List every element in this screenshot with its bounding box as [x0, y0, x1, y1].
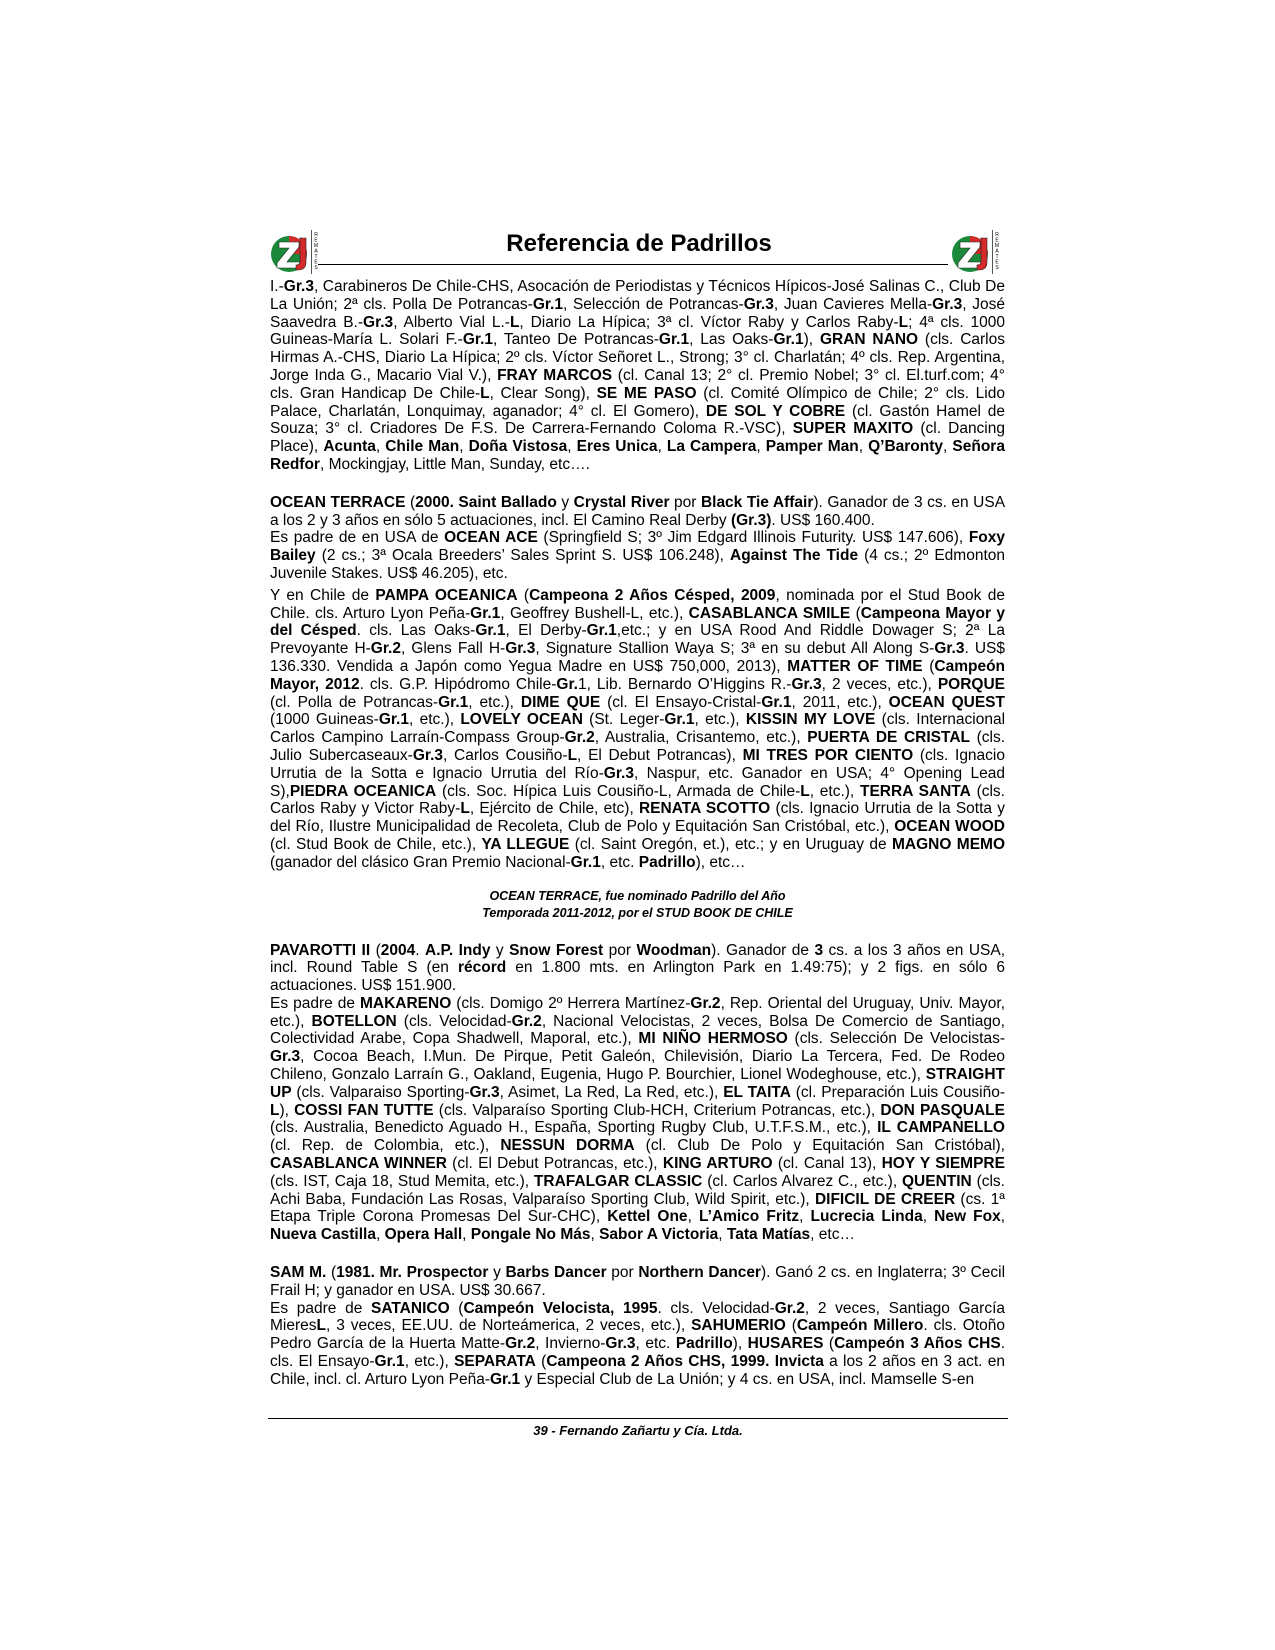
text-run: , Rep. Oriental del Uruguay, Univ. Mayor, etc.), [270, 994, 1005, 1030]
text-run: (cl. Gastón Hamel de Souza; 3° cl. Criadores De F.S. De Carrera-Fernando Coloma R.-VSC), [270, 402, 1005, 438]
bold-text: OCEAN TERRACE [270, 493, 406, 511]
bold-text: Gr.3 [505, 640, 536, 658]
text-run: ( [922, 657, 935, 675]
bold-text: Gr.1 [658, 331, 690, 349]
bold-text: Sabor A Victoria [599, 1226, 719, 1244]
text-run: Es padre de [270, 994, 360, 1012]
bold-text: COSSI FAN TUTTE [294, 1101, 434, 1119]
text-run: ), etc… [695, 853, 746, 871]
bold-text: 2004 [380, 941, 416, 959]
text-run: , Tanteo De Potrancas- [493, 331, 659, 349]
bold-text: DIFICIL DE CREER [814, 1190, 956, 1208]
bold-text: CASABLANCA SMILE [688, 604, 851, 622]
text-run: (cl. Dancing Place), [270, 420, 1005, 456]
text-run: , Carlos Cousiño- [443, 746, 568, 764]
bold-text: OCEAN WOOD [894, 818, 1005, 836]
text-run: por [603, 941, 637, 959]
text-run: y [490, 941, 510, 959]
bold-text: Crystal River [573, 493, 670, 511]
bold-text: NESSUN DORMA [500, 1137, 635, 1155]
bold-text: Campeona Mayor y del Césped [270, 604, 1006, 640]
bold-text: Gr.2 [511, 1012, 542, 1030]
text-run: , [687, 1208, 699, 1226]
bold-text: Gr.1 [586, 622, 617, 640]
text-run: (St. Leger- [582, 711, 665, 729]
text-run: , [567, 438, 577, 456]
text-run: (ganador del clásico Gran Premio Nacional- [270, 853, 571, 871]
text-run: ), [279, 1101, 295, 1119]
text-run: , Asimet, La Red, La Red, etc.), [499, 1083, 724, 1101]
body-paragraph [270, 1300, 1005, 1389]
bold-text: Against The Tide [730, 547, 859, 565]
bold-text: Gr.3 [791, 675, 822, 693]
text-run: . cls. Otoño Pedro García de la Huerta Matte- [270, 1317, 1005, 1353]
bold-text: Acunta [323, 438, 376, 456]
body-paragraph [270, 529, 1005, 582]
bold-text: Eres Unica [576, 438, 658, 456]
note-line: Temporada 2011-2012, por el STUD BOOK DE CHILE [482, 905, 793, 920]
bold-text: Gr.1 [532, 295, 563, 313]
text-run: (cls. IST, Caja 18, Stud Memita, etc.), [270, 1172, 534, 1190]
bold-text: PAMPA OCEANICA [375, 586, 518, 604]
text-run: , Juan Cavieres Mella- [773, 295, 933, 313]
text-run: , José Saavedra B.- [270, 295, 1006, 331]
text-run: , Ejército de Chile, etc), [469, 800, 639, 818]
text-run: , Alberto Vial L.- [393, 313, 510, 331]
logo-side-text: R E M A T E S [313, 232, 319, 271]
text-run: (cl. Stud Book de Chile, etc.), [270, 835, 482, 853]
text-run: (cls. Ignacio Urrutia de la Sotta e Ignacio Urrutia del Río- [270, 746, 1005, 782]
text-run: (cls. Achi Baba, Fundación Las Rosas, Valparaíso Sporting Club, Wild Spirit, etc.), [270, 1172, 1005, 1208]
text-run: ( [370, 941, 381, 959]
bold-text: Gr.3 [605, 1335, 636, 1353]
bold-text: Campeón Millero [796, 1317, 924, 1335]
text-run: , Carabineros De Chile-CHS, Asocación de Periodistas y Técnicos Hípicos-José Salinas C., Club De La Unión; 2ª cls. Polla De Potrancas- [270, 278, 1005, 313]
text-run: (cl. Polla de Potrancas- [270, 693, 439, 711]
text-run: (cl. Club De Polo y Equitación San Cristóbal), [634, 1137, 1005, 1155]
bold-text: HOY Y SIEMPRE [881, 1155, 1005, 1173]
bold-text: Gr.3 [932, 295, 963, 313]
text-run: ), [732, 1335, 748, 1353]
text-run: , 2 veces, Santiago García Mieres [270, 1299, 1005, 1335]
text-run: , Diario La Hípica; 3ª cl. Víctor Raby y Carlos Raby- [519, 313, 899, 331]
text-run: . [415, 941, 425, 959]
bold-text: L’Amico Fritz [698, 1208, 800, 1226]
bold-text: Gr. [556, 675, 578, 693]
text-run: , [375, 438, 386, 456]
bold-text: récord [457, 959, 507, 977]
bold-text: Gr.1 [489, 1370, 521, 1388]
text-run: , [462, 1226, 471, 1244]
bold-text: Gr.2 [564, 729, 595, 747]
text-run: (cls. Velocidad- [396, 1012, 512, 1030]
text-run: por [606, 1264, 639, 1282]
bold-text: SEPARATA [454, 1353, 536, 1371]
bold-text: MAGNO MEMO [891, 835, 1006, 853]
note-line: OCEAN TERRACE, fue nominado Padrillo del Año [489, 888, 786, 903]
body-paragraph [270, 494, 1005, 530]
page-title: Referencia de Padrillos [506, 230, 772, 257]
body-paragraph [270, 942, 1005, 995]
text-run: , Glens Fall H- [400, 640, 506, 658]
text-run: , El Derby- [505, 622, 587, 640]
bold-text: IL CAMPANELLO [877, 1119, 1005, 1137]
text-run: ( [785, 1317, 797, 1335]
bold-text: YA LLEGUE [481, 835, 570, 853]
bold-text: PIEDRA OCEANICA [289, 782, 437, 800]
bold-text: Gr.3 [603, 764, 634, 782]
bold-text: SUPER MAXITO [792, 420, 914, 438]
text-run: , Australia, Crisantemo, etc.), [594, 729, 808, 747]
bold-text: PUERTA DE CRISTAL [807, 729, 970, 747]
text-run: , [718, 1226, 727, 1244]
text-run: , [1000, 1208, 1006, 1226]
bold-text: DON PASQUALE [880, 1101, 1005, 1119]
text-run: . US$ 160.400. [771, 511, 875, 529]
text-run: , etc. [635, 1335, 676, 1353]
bold-text: Gr.1 [438, 693, 469, 711]
text-run: (cls. Julio Subercaseaux- [270, 729, 1006, 764]
body-paragraph [270, 278, 1005, 474]
bold-text: Gr.3 [270, 1048, 301, 1066]
bold-text: GRAN NANO [819, 331, 919, 349]
text-run: , 2 veces, etc.), [821, 675, 938, 693]
bold-text: Campeona 2 Años CHS, 1999. Invicta [546, 1353, 824, 1371]
bold-text: TRAFALGAR CLASSIC [533, 1172, 703, 1190]
bold-text: L [509, 313, 520, 331]
logo-side-text: R E M A T E S [994, 232, 1000, 271]
text-run: (cls. Australia, Benedicto Aguado H., España, Sporting Rugby Club, U.T.F.S.M., etc.), [270, 1119, 878, 1137]
bold-text: L [800, 782, 810, 800]
bold-text: DIME QUE [520, 693, 601, 711]
text-run: , Cocoa Beach, I.Mun. De Pirque, Petit Galeón, Chilevisión, Diario La Tercera, Fed. De Rodeo Chileno, Gonzalo Larraín G., Oakland, Eugenia, Hugo P. Bourchier, Lionel Wodeghouse, etc.), [270, 1048, 1005, 1084]
text-run: por [669, 493, 701, 511]
text-run: (2 cs.; 3ª Ocala Breeders’ Sales Sprint S. US$ 106.248), [315, 547, 731, 565]
bold-text: Tata Matías [726, 1226, 811, 1244]
text-run: , Mockingjay, Little Man, Sunday, etc…. [319, 455, 590, 473]
bold-text: Gr.3 [363, 313, 394, 331]
bold-text: Black Tie Affair [700, 493, 814, 511]
text-run: 1, Lib. Bernardo O’Higgins R.- [577, 675, 792, 693]
text-run: Y en Chile de [270, 586, 376, 604]
text-run: , etc.), [404, 1353, 455, 1371]
text-run: (cls. Internacional Carlos Campino Larraín-Compass Group- [270, 711, 1006, 747]
bold-text: KISSIN MY LOVE [745, 711, 876, 729]
bold-text: MI TRES POR CIENTO [742, 746, 914, 764]
bold-text: Gr.1 [374, 1353, 405, 1371]
text-run: , etc.), [694, 711, 746, 729]
bold-text: SATANICO [370, 1299, 450, 1317]
bold-text: Campeona 2 Años Césped, 2009 [529, 586, 776, 604]
bold-text: SE ME PASO [596, 384, 697, 402]
text-run: , [375, 1226, 385, 1244]
text-run: a los 2 años en 3 act. en Chile, incl. cl. Arturo Lyon Peña- [270, 1353, 1006, 1388]
bold-text: Gr.1 [475, 622, 506, 640]
text-run: (cl. Saint Oregón, et.), etc.; y en Uruguay de [569, 835, 892, 853]
bold-text: Pamper Man [765, 438, 859, 456]
bold-text: La Campera [666, 438, 757, 456]
text-run: , 3 veces, EE.UU. de Norteámerica, 2 veces, etc.), [325, 1317, 692, 1335]
bold-text: Snow Forest [509, 941, 604, 959]
body-paragraph [270, 1264, 1005, 1300]
bold-text: Campeón Velocista, 1995 [463, 1299, 658, 1317]
bold-text: QUENTIN [901, 1172, 972, 1190]
page-footer: 39 - Fernando Zañartu y Cía. Ltda. [533, 1423, 743, 1438]
text-run: ; 4ª cls. 1000 Guineas-María L. Solari F.- [270, 313, 1006, 349]
bold-text: New Fox [934, 1208, 1001, 1226]
text-run: , [799, 1208, 811, 1226]
bold-text: HUSARES [747, 1335, 824, 1353]
text-run: y [556, 493, 574, 511]
bold-text: OCEAN ACE [444, 529, 538, 547]
bold-text: A.P. Indy [425, 941, 491, 959]
text-run: ( [326, 1264, 337, 1282]
text-run: , Nacional Velocistas, 2 veces, Bolsa De Comercio de Santiago, Colectividad Arabe, Copa Shadwell, Maporal, etc.), [270, 1012, 1005, 1048]
header-rule [318, 264, 948, 265]
text-run: y [488, 1264, 506, 1282]
text-run: , [657, 438, 667, 456]
text-run: ), [803, 331, 820, 349]
text-run: , 2011, etc.), [791, 693, 889, 711]
text-run: y Especial Club de La Unión; y 4 cs. en USA, incl. Mamselle S-en [520, 1370, 975, 1388]
bold-text: Gr.2 [774, 1299, 805, 1317]
text-run: , etc… [810, 1226, 855, 1244]
text-run: (cls. Carlos Raby y Victor Raby- [270, 782, 1005, 818]
bold-text: 3 [814, 941, 824, 959]
bold-text: Lucrecia Linda [810, 1208, 923, 1226]
bold-text: RENATA SCOTTO [638, 800, 771, 818]
text-run: (cl. Canal 13), [772, 1155, 882, 1173]
text-run: (cl. Canal 13; 2° cl. Premio Nobel; 3° cl. El.turf.com; 4° cls. Gran Handicap De Chile- [270, 366, 1006, 402]
text-run: , Signature Stallion Waya S; 3ª en su debut All Along S- [535, 640, 935, 658]
text-run: Es padre de en USA de [270, 529, 445, 547]
text-run: cs. a los 3 años en USA, incl. Round Table S (en [270, 941, 1005, 977]
document-body [270, 278, 1005, 1389]
bold-text: PAVAROTTI II [270, 941, 371, 959]
bold-text: Gr.3 [743, 295, 774, 313]
text-run: ). Ganador de [711, 941, 815, 959]
text-run: , nominada por el Stud Book de Chile. cls. Arturo Lyon Peña- [270, 586, 1006, 622]
text-run: ( [449, 1299, 464, 1317]
text-run: (cs. 1ª Etapa Triple Corona Promesas Del Sur-CHC), [270, 1190, 1005, 1226]
text-run: . cls. G.P. Hipódromo Chile- [359, 675, 557, 693]
bold-text: FRAY MARCOS [497, 366, 613, 384]
bold-text: Gr.1 [470, 604, 501, 622]
text-run: (cl. Carlos Alvarez C., etc.), [702, 1172, 902, 1190]
zj-logo-icon [269, 228, 321, 276]
bold-text: LOVELY OCEAN [460, 711, 583, 729]
bold-text: PORQUE [937, 675, 1005, 693]
text-run: (1000 Guineas- [270, 711, 379, 729]
bold-text: L [270, 1101, 280, 1119]
text-run: ). Ganador de 3 cs. en USA a los 2 y 3 años en sólo 5 actuaciones, incl. El Camino Real Derby [270, 493, 1006, 529]
bold-text: Padrillo [638, 853, 696, 871]
text-run: (cl. El Ensayo-Cristal- [600, 693, 762, 711]
bold-text: Foxy Bailey [270, 529, 1006, 565]
body-paragraph [270, 587, 1005, 872]
bold-text: L [316, 1317, 326, 1335]
bold-text: Chile Man [385, 438, 460, 456]
text-run: I.- [270, 278, 284, 295]
bold-text: OCEAN QUEST [888, 693, 1005, 711]
bold-text: Gr.3 [934, 640, 965, 658]
bold-text: Pongale No Más [470, 1226, 591, 1244]
italic-note [270, 888, 1005, 922]
text-run: . cls. Velocidad- [657, 1299, 775, 1317]
text-run: ). Ganó 2 cs. en Inglaterra; 3º Cecil Frail H; y ganador en USA. US$ 30.667. [270, 1264, 1006, 1299]
text-run: , Las Oaks- [689, 331, 774, 349]
bold-text: Señora Redfor [270, 438, 1005, 473]
zj-remates-logo-left [269, 228, 321, 276]
text-run: ( [850, 604, 861, 622]
text-run: , Geoffrey Bushell-L, etc.), [500, 604, 689, 622]
bold-text: L [460, 800, 470, 818]
bold-text: Opera Hall [384, 1226, 463, 1244]
bold-text: Campeón Mayor, 2012 [270, 657, 1006, 693]
bold-text: Gr.1 [761, 693, 792, 711]
body-paragraph [270, 995, 1005, 1244]
bold-text: Gr.1 [378, 711, 409, 729]
text-run: (cl. Rep. de Colombia, etc.), [270, 1137, 501, 1155]
text-run: , Naspur, etc. Ganador en USA; 4° Opening Lead S), [270, 764, 1005, 800]
bold-text: Gr.2 [690, 994, 721, 1012]
text-run: , Selección de Potrancas- [563, 295, 744, 313]
bold-text: MAKARENO [359, 994, 452, 1012]
text-run: ( [517, 586, 530, 604]
text-run: , Clear Song), [489, 384, 597, 402]
text-run: . US$ 136.330. Vendida a Japón como Yegua Madre en US$ 750,000, 2013), [270, 640, 1005, 675]
bold-text: Gr.1 [664, 711, 695, 729]
text-run: . cls. El Ensayo- [270, 1335, 1006, 1371]
bold-text: Gr.3 [283, 278, 314, 295]
bold-text: Doña Vistosa [468, 438, 568, 456]
text-run: ( [535, 1353, 547, 1371]
text-run: , etc. [600, 853, 639, 871]
bold-text: BOTELLON [311, 1012, 397, 1030]
text-run: , El Debut Potrancas), [577, 746, 743, 764]
bold-text: TERRA SANTA [860, 782, 971, 800]
bold-text: Gr.2 [505, 1335, 536, 1353]
text-run: , [459, 438, 469, 456]
text-run: , [590, 1226, 600, 1244]
bold-text: Campeón 3 Años CHS [834, 1335, 1001, 1353]
bold-text: MATTER OF TIME [787, 657, 923, 675]
text-run: ( [405, 493, 416, 511]
text-run: , [922, 1208, 935, 1226]
bold-text: Q’Baronty [868, 438, 944, 456]
text-run: Es padre de [270, 1299, 371, 1317]
bold-text: Northern Dancer [638, 1264, 761, 1282]
text-run: (4 cs.; 2º Edmonton Juvenile Stakes. US$ 46.205), etc. [270, 547, 1006, 582]
text-run: (cl. Comité Olímpico de Chile; 2° cls. Lido Palace, Charlatán, Lonquimay, aganador; 4° cl. El Gomero), [270, 384, 1005, 420]
bold-text: STRAIGHT UP [270, 1066, 1005, 1101]
bold-text: DE SOL Y COBRE [705, 402, 846, 420]
text-run: (cls. Ignacio Urrutia de la Sotta y del Río, Ilustre Municipalidad de Recoleta, Club de Polo y Equitación San Cristóbal, etc.), [270, 800, 1006, 836]
bold-text: CASABLANCA WINNER [270, 1155, 447, 1173]
bold-text: Gr.2 [370, 640, 401, 658]
text-run: (Springfield S; 3º Jim Edgard Illinois Futurity. US$ 147.606), [537, 529, 969, 547]
text-run: (cls. Soc. Hípica Luis Cousiño-L, Armada de Chile- [436, 782, 801, 800]
text-run: . cls. Las Oaks- [356, 622, 476, 640]
bold-text: Padrillo [675, 1335, 733, 1353]
bold-text: Gr.1 [773, 331, 804, 349]
bold-text: L [480, 384, 490, 402]
bold-text: Gr.3 [412, 746, 444, 764]
bold-text: Gr.1 [462, 331, 494, 349]
zj-logo-icon [950, 228, 1002, 276]
text-run: , [756, 438, 766, 456]
text-run: , etc.), [409, 711, 461, 729]
text-run: en 1.800 mts. en Arlington Park en 1.49:75); y 2 figs. en sólo 6 actuaciones. US$ 151.900. [270, 959, 1005, 995]
text-run: ,etc.; y en USA Rood And Riddle Dowager S; 2ª La Prevoyante H- [270, 622, 1005, 658]
text-run: , etc.), [809, 782, 860, 800]
text-run: ( [823, 1335, 835, 1353]
bold-text: 1981. Mr. Prospector [336, 1264, 489, 1282]
text-run: , Invierno- [535, 1335, 606, 1353]
bold-text: SAHUMERIO [691, 1317, 786, 1335]
text-run: , [943, 438, 953, 456]
text-run: (cls. Valparaiso Sporting- [291, 1083, 470, 1101]
bold-text: Barbs Dancer [505, 1264, 607, 1282]
bold-text: L [567, 746, 578, 764]
bold-text: EL TAITA [723, 1083, 791, 1101]
bold-text: Kettel One [607, 1208, 688, 1226]
text-run: (cl. Preparación Luis Cousiño- [790, 1083, 1006, 1101]
zj-remates-logo-right [950, 228, 1002, 276]
bold-text: MI NIÑO HERMOSO [638, 1030, 788, 1048]
bold-text: Gr.1 [570, 853, 601, 871]
text-run: (cls. Selección De Velocistas- [787, 1030, 1005, 1048]
bold-text: Nueva Castilla [270, 1226, 376, 1244]
text-run: , etc.), [468, 693, 521, 711]
bold-text: Gr.3 [469, 1083, 500, 1101]
bold-text: L [898, 313, 909, 331]
bold-text: 2000. Saint Ballado [415, 493, 557, 511]
bold-text: Woodman [636, 941, 712, 959]
bold-text: (Gr.3) [730, 511, 772, 529]
text-run: (cls. Valparaíso Sporting Club-HCH, Criterium Potrancas, etc.), [433, 1101, 881, 1119]
text-run: (cls. Domigo 2º Herrera Martínez- [451, 994, 691, 1012]
bold-text: KING ARTURO [662, 1155, 773, 1173]
text-run: , [858, 438, 869, 456]
footer-rule [268, 1418, 1008, 1419]
text-run: (cl. El Debut Potrancas, etc.), [446, 1155, 663, 1173]
bold-text: SAM M. [270, 1264, 327, 1282]
text-run: (cls. Carlos Hirmas A.-CHS, Diario La Hípica; 2º cls. Víctor Señoret L., Strong; 3° cl. Charlatán; 4º cls. Rep. Argentina, Jorge Inda G., Macario Vial V.), [270, 331, 1005, 384]
